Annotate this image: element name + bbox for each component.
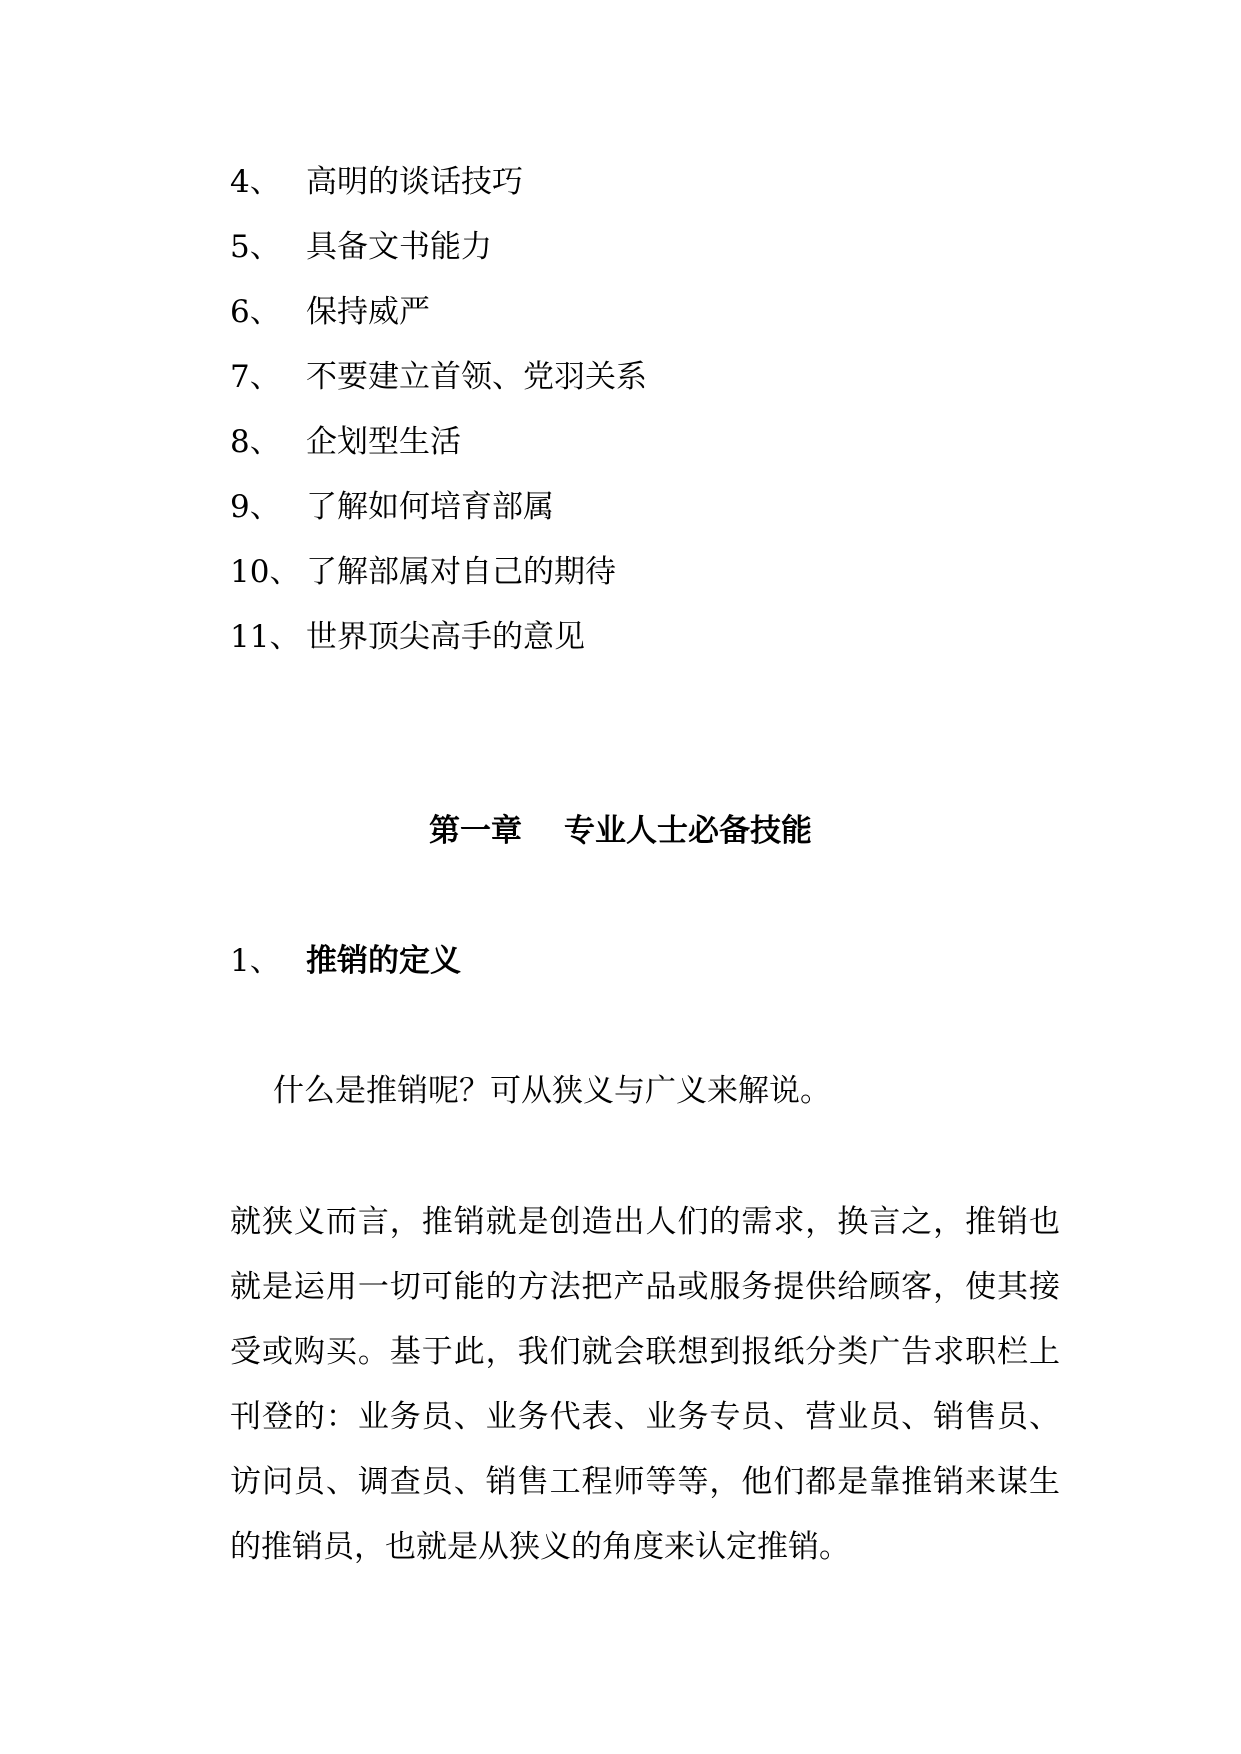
list-item-text: 了解如何培育部属 (306, 489, 554, 525)
list-item-number: 8、 (230, 424, 281, 460)
chapter-title: 专业人士必备技能 (564, 813, 812, 849)
section-title: 推销的定义 (306, 943, 461, 979)
list-item-number: 9、 (230, 489, 281, 525)
list-item-text: 不要建立首领、党羽关系 (306, 359, 647, 395)
list-item (230, 605, 1050, 670)
list-item (230, 150, 1050, 215)
list-item-text: 保持威严 (306, 294, 430, 330)
body-paragraph: 就狭义而言，推销就是创造出人们的需求，换言之，推销也就是运用一切可能的方法把产品或服务提供给顾客，使其接受或购买。基于此，我们就会联想到报纸分类广告求职栏上刊登的：业务员、业务代表、业务专员、营业员、销售员、访问员、调查员、销售工程师等等，他们都是靠推销来谋生的推销员，也就是从狭义的角度来认定推销。 (230, 1204, 1060, 1565)
list-item-number: 6、 (230, 294, 281, 330)
numbered-list (230, 150, 1050, 670)
list-item (230, 540, 1050, 605)
list-item (230, 475, 1050, 540)
list-item-number: 7、 (230, 359, 281, 395)
list-item-number: 5、 (230, 229, 281, 265)
list-item-text: 企划型生活 (306, 424, 461, 460)
list-item-text: 世界顶尖高手的意见 (306, 619, 585, 655)
chapter-label: 第一章 (429, 813, 522, 849)
list-item (230, 345, 1050, 410)
list-item-number: 10、 (230, 554, 301, 590)
list-item-text: 高明的谈话技巧 (306, 164, 523, 200)
list-item-number: 4、 (230, 164, 281, 200)
section-number: 1、 (230, 943, 281, 979)
section-heading (230, 935, 461, 980)
chapter-heading (0, 805, 1241, 850)
list-item-text: 具备文书能力 (306, 229, 492, 265)
list-item-number: 11、 (230, 619, 301, 655)
list-item-text: 了解部属对自己的期待 (306, 554, 616, 590)
list-item (230, 280, 1050, 345)
list-item (230, 215, 1050, 280)
list-item (230, 410, 1050, 475)
intro-paragraph: 什么是推销呢？可从狭义与广义来解说。 (273, 1073, 831, 1109)
